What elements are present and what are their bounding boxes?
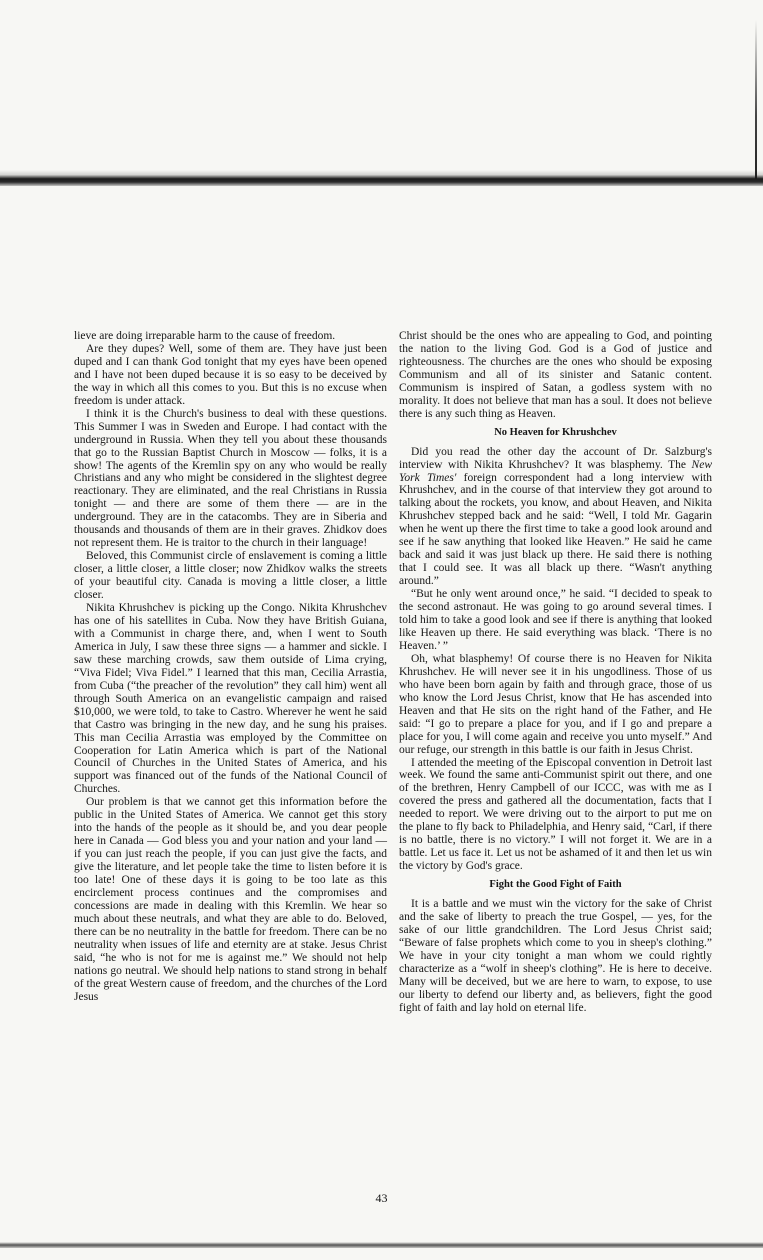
paragraph-text: foreign correspondent had a long interview with Khrushchev, and in the course of that interview they got around to talking about the rockets, you know, and about Heaven, and Nikita Khrushchev stepped back and he said: “Well, I told Mr. Gagarin when he went up there the first time to take a good look around and see if he saw anything that looked like Heaven.” He said he came back and said it was just black up there. He said there is nothing that I could see. It was all black up there. “Wasn't anything around.” [399,471,712,588]
paragraph: Are they dupes? Well, some of them are. They have just been duped and I can thank God tonight that my eyes have been opened and I have not been duped because it is so easy to be deceived by the way in which all this comes to you. But this is no excuse when freedom is under attack. [74,342,387,407]
paragraph-text: Did you read the other day the account of Dr. Salzburg's interview with Nikita Khrushchev? It was blasphemy. The [399,445,712,471]
paragraph: Christ should be the ones who are appealing to God, and pointing the nation to the living God. God is a God of justice and righteousness. The churches are the ones who should be exposing Communism and all of its sinister and Satanic content. Communism is inspired of Satan, a godless system with no morality. It does not believe that man has a soul. It does not believe there is any such thing as Heaven. [399,330,712,420]
paragraph: Nikita Khrushchev is picking up the Congo. Nikita Khrushchev has one of his satellites in Cuba. Now they have British Guiana, with a Communist in charge there, and, when I went to South America in July, I saw these three signs — a hammer and sickle. I saw these marching crowds, saw them outside of Lima crying, “Viva Fidel; Viva Fidel.” I learned that this man, Cecilia Arrastia, from Cuba (“the preacher of the revolution” they call him) went all through South America on an evangelistic campaign and raised $10,000, we were told, to take to Castro. Wherever he went he said that Castro was bringing in the new day, and he sung his praises. This man Cecilia Arrastia was employed by the Committee on Cooperation for Latin America which is part of the National Council of Churches in the United States of America, and his support was financed out of the funds of the National Council of Churches. [74,602,387,796]
bottom-scan-rule [0,1242,763,1248]
paragraph: Oh, what blasphemy! Of course there is no Heaven for Nikita Khrushchev. He will never see it in his ungodliness. Those of us who have been born again by faith and through grace, those of us who know the Lord Jesus Christ, know that He has ascended into Heaven and that He sits on the right hand of the Father, and He said: “I go to prepare a place for you, and if I go and prepare a place for you, I will come again and receive you unto myself.” And our refuge, our strength in this battle is our faith in Jesus Christ. [399,652,712,756]
right-column [399,330,712,1015]
paragraph: I attended the meeting of the Episcopal convention in Detroit last week. We found the same anti-Communist spirit out there, and one of the brethren, Henry Campbell of our ICCC, was with me as I covered the press and gathered all the documentation, facts that I needed to report. We were driving out to the airport to put me on the plane to fly back to Philadelphia, and Henry said, “Carl, if there is no battle, there is no victory.” I will not forget it. We are in a battle. Let us face it. Let us not be ashamed of it and then let us win the victory by God's grace. [399,756,712,873]
page-number: 43 [375,1191,388,1205]
top-scan-rule [0,170,763,186]
paragraph: It is a battle and we must win the victory for the sake of Christ and the sake of liberty to preach the true Gospel, — yes, for the sake of our little grandchildren. The Lord Jesus Christ said; “Beware of false prophets which come to you in sheep's clothing.” We have in your city tonight a man whom we could rightly characterize as a “wolf in sheep's clothing”. He is here to deceive. Many will be deceived, but we are here to warn, to expose, to use our liberty to defend our liberty and, as believers, fight the good fight of faith and lay hold on eternal life. [399,898,712,1014]
left-column [74,330,387,1004]
paragraph: “But he only went around once,” he said. “I decided to speak to the second astronaut. He was going to go around several times. I told him to take a good look and see if there is anything that looked like Heaven up there. He said everything was black. ‘There is no Heaven.’ ” [399,588,712,652]
paragraph: Beloved, this Communist circle of enslavement is coming a little closer, a little closer, a little closer; now Zhidkov walks the streets of your beautiful city. Canada is moving a little closer, a little closer. [74,550,387,602]
italic-title: New York Times' [399,458,712,484]
section-heading: No Heaven for Khrushchev [494,426,617,438]
scan-edge-line [755,20,757,180]
paragraph: I think it is the Church's business to deal with these questions. This Summer I was in Sweden and Europe. I had contact with the underground in Russia. When they tell you about these thousands that go to the Russian Baptist Church in Moscow — folks, it is a show! The agents of the Kremlin spy on any who would be really Christians and any who might be considered in the slightest degree reactionary. They are eliminated, and the real Christians in Russia tonight — and there are some of them there — are in the underground. They are in the catacombs. They are in Siberia and thousands and thousands of them are in their graves. Zhidkov does not represent them. He is traitor to the church in their language! [74,407,387,550]
paragraph [399,446,712,588]
section-heading: Fight the Good Fight of Faith [489,879,622,891]
paragraph: Our problem is that we cannot get this information before the public in the United States of America. We cannot get this story into the hands of the people as it should be, and you dear people here in Canada — God bless you and your nation and your land — if you can just reach the people, if you can just give the facts, and give the literature, and let people take the time to listen before it is too late! One of these days it is going to be too late as this encirclement process continues and the compromises and concessions are made in dealing with this Kremlin. We hear so much about these neutrals, and what they are able to do. Beloved, there can be no neutrality in the battle for freedom. There can be no neutrality when issues of life and eternity are at stake. Jesus Christ said, “he who is not for me is against me.” We should not help nations go neutral. We should help nations to stand strong in behalf of the great Western cause of freedom, and the churches of the Lord Jesus [74,796,387,1003]
paragraph: lieve are doing irreparable harm to the cause of freedom. [74,330,336,342]
